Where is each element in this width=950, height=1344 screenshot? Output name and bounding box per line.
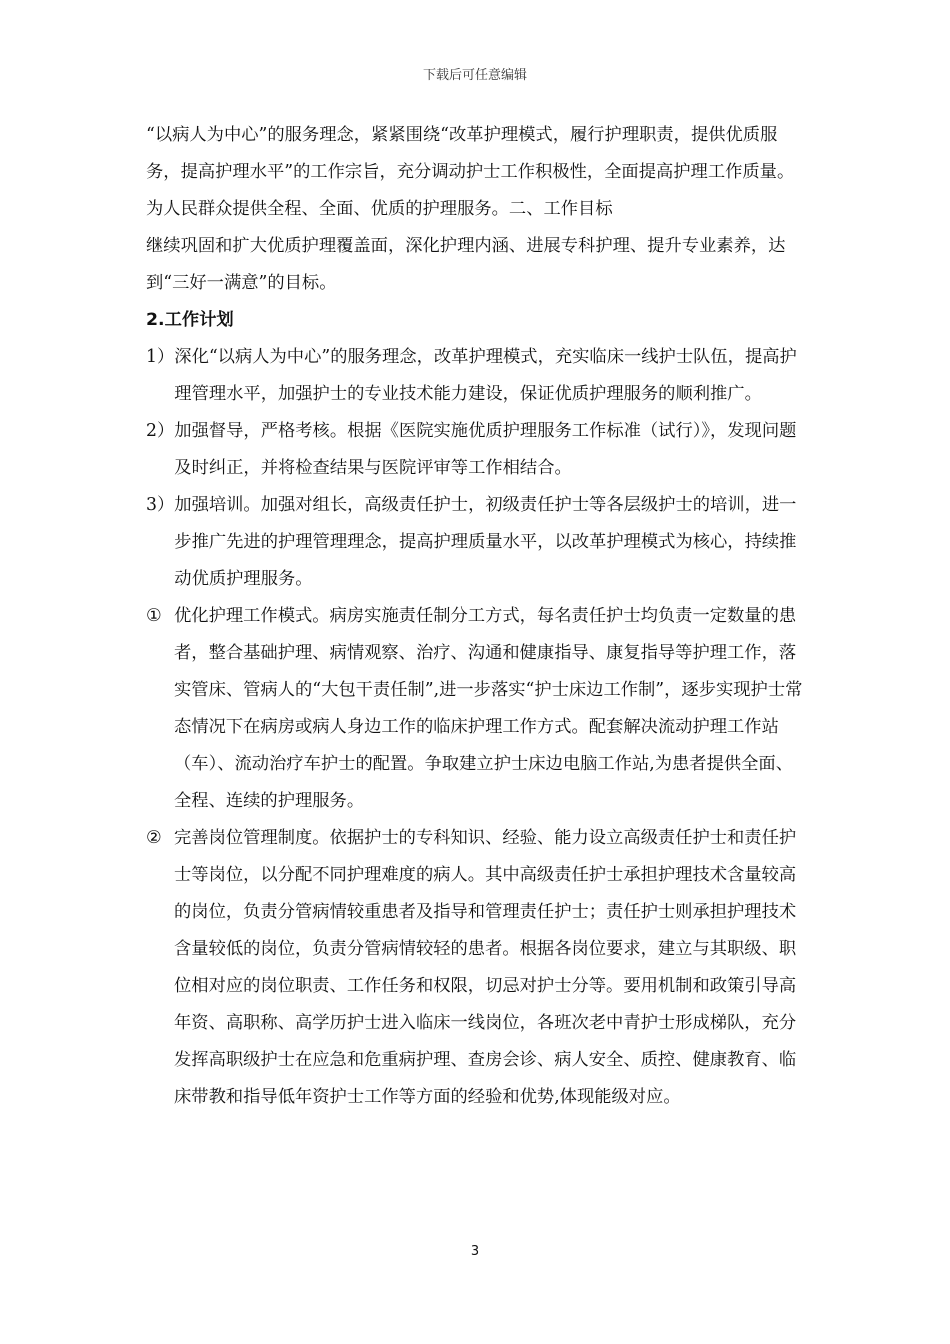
list-item [146, 339, 810, 413]
list-item [146, 598, 810, 820]
item-text: 加强督导，严格考核。根据《医院实施优质护理服务工作标准（试行）》，发现问题及时纠正，并将检查结果与医院评审等工作相结合。 [174, 421, 797, 478]
item-number: 1） [146, 347, 175, 367]
list-item [146, 413, 810, 487]
list-item [146, 820, 810, 1116]
page-header: 下载后可任意编辑 [422, 68, 527, 83]
item-text: 完善岗位管理制度。依据护士的专科知识、经验、能力设立高级责任护士和责任护士等岗位，以分配不同护理难度的病人。其中高级责任护士承担护理技术含量较高的岗位，负责分管病情较重患者及指导和管理责任护士；责任护士则承担护理技术含量较低的岗位，负责分管病情较轻的患者。根据各岗位要求，建立与其职级、职位相对应的岗位职责、工作任务和权限，切忌对护士分等。要用机制和政策引导高年资、高职称、高学历护士进入临床一线岗位，各班次老中青护士形成梯队，充分发挥高职级护士在应急和危重病护理、查房会诊、病人安全、质控、健康教育、临床带教和指导低年资护士工作等方面的经验和优势,体现能级对应。 [174, 828, 797, 1107]
item-text: 优化护理工作模式。病房实施责任制分工方式，每名责任护士均负责一定数量的患者，整合基础护理、病情观察、治疗、沟通和健康指导、康复指导等护理工作，落实管床、管病人的“大包干责任制”,进一步落实“护士床边工作制”，逐步实现护士常态情况下在病房或病人身边工作的临床护理工作方式。配套解决流动护理工作站（车）、流动治疗车护士的配置。争取建立护士床边电脑工作站,为患者提供全面、全程、连续的护理服务。 [174, 606, 803, 811]
page-number: 3 [470, 1244, 480, 1259]
item-number: ① [146, 606, 162, 626]
document-body [146, 117, 810, 1116]
item-number: 2） [146, 421, 175, 441]
list-item [146, 487, 810, 598]
item-text: 加强培训。加强对组长，高级责任护士，初级责任护士等各层级护士的培训，进一步推广先进的护理管理理念，提高护理质量水平，以改革护理模式为核心，持续推动优质护理服务。 [174, 495, 797, 589]
paragraph-goal: 继续巩固和扩大优质护理覆盖面，深化护理内涵、进展专科护理、提升专业素养，达到“三好一满意”的目标。 [146, 236, 786, 293]
item-number: ② [146, 828, 162, 848]
item-text: 深化“以病人为中心”的服务理念，改革护理模式，充实临床一线护士队伍，提高护理管理水平，加强护士的专业技术能力建设，保证优质护理服务的顺利推广。 [174, 347, 797, 404]
paragraph-intro: “以病人为中心”的服务理念，紧紧围绕“改革护理模式，履行护理职责，提供优质服务，提高护理水平”的工作宗旨，充分调动护士工作积极性，全面提高护理工作质量。为人民群众提供全程、全面、优质的护理服务。二、工作目标 [146, 125, 795, 219]
item-number: 3） [146, 495, 175, 515]
section-heading: 2.工作计划 [146, 310, 234, 330]
